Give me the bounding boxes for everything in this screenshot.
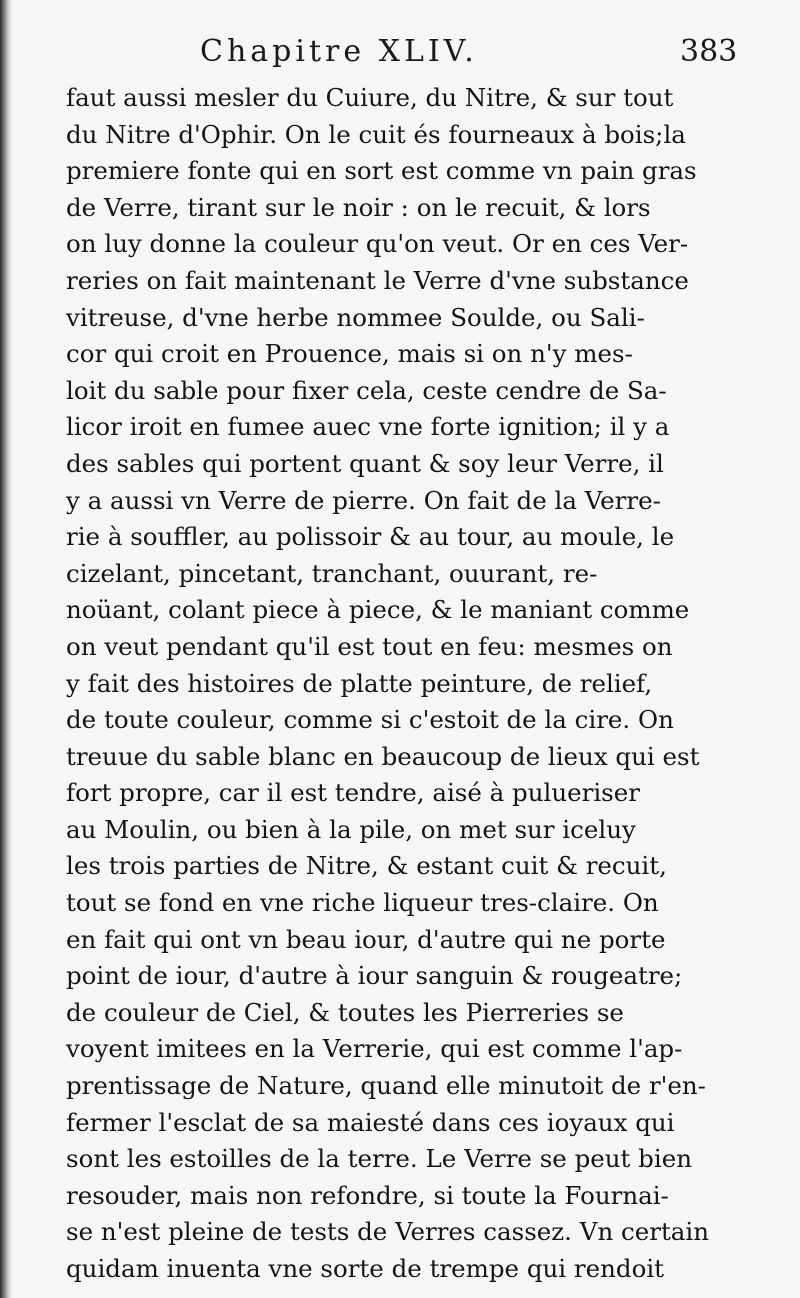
text-line: quidam inuenta vne sorte de trempe qui rendoit bbox=[66, 1254, 665, 1283]
chapter-title: Chapitre XLIV. bbox=[200, 34, 478, 69]
text-line: point de iour, d'autre à iour sanguin & rougeatre; bbox=[66, 961, 683, 991]
text-line: y a aussi vn Verre de pierre. On fait de la Verre- bbox=[66, 485, 661, 515]
text-line: de toute couleur, comme si c'estoit de la cire. On bbox=[66, 705, 674, 735]
text-line: de Verre, tirant sur le noir : on le recuit, & lors bbox=[66, 192, 651, 222]
text-line: resouder, mais non refondre, si toute la Fournai- bbox=[66, 1180, 669, 1210]
text-line: on luy donne la couleur qu'on veut. Or en ces Ver- bbox=[66, 229, 689, 259]
text-line: cizelant, pincetant, tranchant, ouurant, re- bbox=[66, 558, 598, 588]
text-line: prentissage de Nature, quand elle minutoit de r'en- bbox=[66, 1071, 706, 1101]
page-number: 383 bbox=[680, 34, 738, 69]
text-line: de couleur de Ciel, & toutes les Pierreries se bbox=[66, 997, 624, 1027]
text-line: sont les estoilles de la terre. Le Verre se peut bien bbox=[66, 1144, 692, 1174]
text-line: licor iroit en fumee auec vne forte ignition; il y a bbox=[66, 412, 670, 442]
text-line: les trois parties de Nitre, & estant cuit & recuit, bbox=[66, 851, 667, 881]
text-line: noüant, colant piece à piece, & le maniant comme bbox=[66, 595, 690, 625]
running-header bbox=[0, 34, 800, 78]
text-line: se n'est pleine de tests de Verres cassez. Vn certain bbox=[66, 1217, 710, 1247]
text-line: en fait qui ont vn beau iour, d'autre qui ne porte bbox=[66, 924, 666, 954]
text-line: fermer l'esclat de sa maiesté dans ces ioyaux qui bbox=[66, 1107, 675, 1137]
page-gutter-shadow bbox=[0, 0, 12, 1298]
text-line: reries on fait maintenant le Verre d'vne substance bbox=[66, 265, 689, 295]
text-line: faut aussi mesler du Cuiure, du Nitre, & sur tout bbox=[66, 83, 674, 112]
text-line: au Moulin, ou bien à la pile, on met sur iceluy bbox=[66, 814, 636, 844]
text-line: vitreuse, d'vne herbe nommee Soulde, ou Sali- bbox=[66, 302, 645, 332]
text-line: rie à souffler, au polissoir & au tour, au moule, le bbox=[66, 522, 675, 552]
text-line: y fait des histoires de platte peinture, de relief, bbox=[66, 668, 653, 698]
text-line: cor qui croit en Prouence, mais si on n'y mes- bbox=[66, 339, 633, 369]
text-line: du Nitre d'Ophir. On le cuit és fourneaux à bois;la bbox=[66, 119, 686, 149]
text-line: voyent imitees en la Verrerie, qui est comme l'ap- bbox=[66, 1034, 683, 1064]
text-line: premiere fonte qui en sort est comme vn pain gras bbox=[66, 156, 697, 186]
body-text bbox=[66, 80, 788, 1288]
text-line: tout se fond en vne riche liqueur tres-claire. On bbox=[66, 888, 659, 918]
text-line: on veut pendant qu'il est tout en feu: mesmes on bbox=[66, 631, 673, 661]
text-line: loit du sable pour fixer cela, ceste cendre de Sa- bbox=[66, 375, 667, 405]
text-line: des sables qui portent quant & soy leur Verre, il bbox=[66, 448, 664, 478]
text-line: treuue du sable blanc en beaucoup de lieux qui est bbox=[66, 741, 700, 771]
text-line: fort propre, car il est tendre, aisé à pulueriser bbox=[66, 778, 640, 808]
